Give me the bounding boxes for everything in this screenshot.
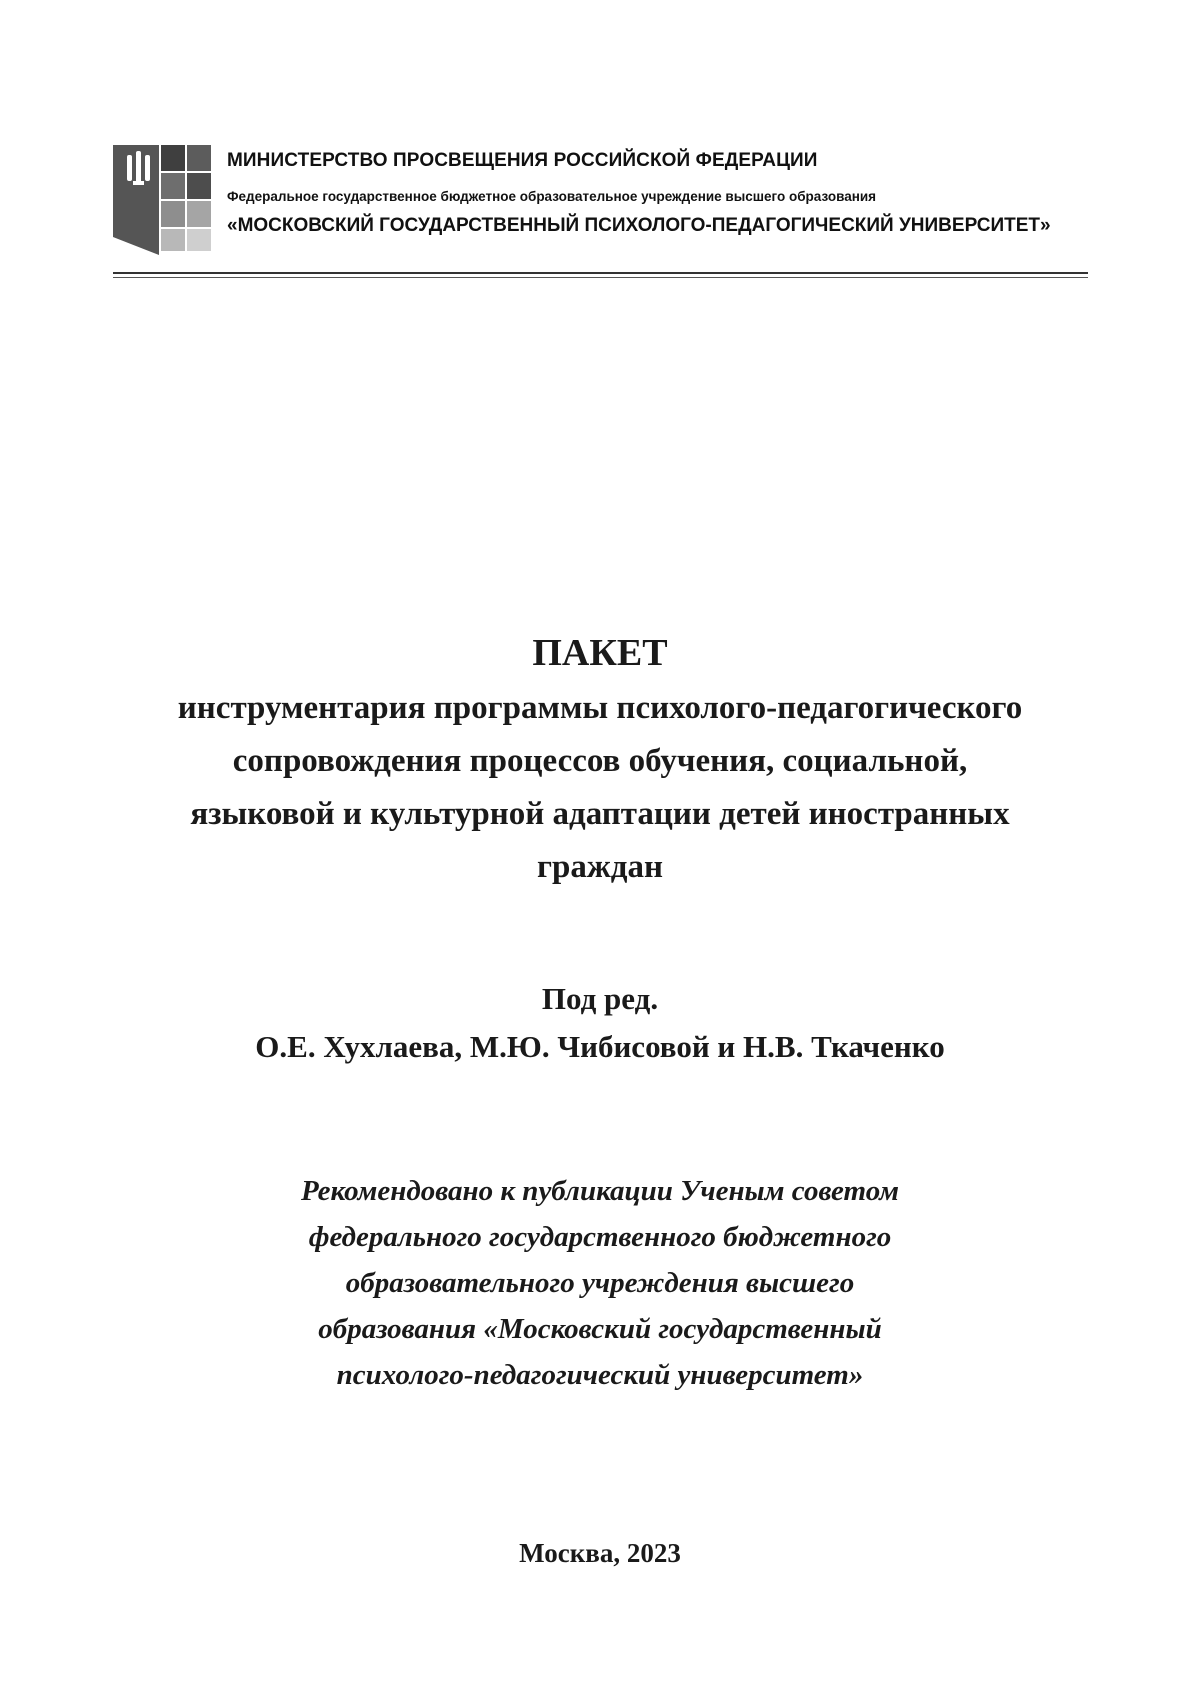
recommendation-line: образования «Московский государственный [318,1313,882,1345]
recommendation-line: Рекомендовано к публикации Ученым советом [301,1175,899,1207]
editors-names: О.Е. Хухлаева, М.Ю. Чибисовой и Н.В. Ткаченко [255,1029,945,1064]
subtitle-line: граждан [537,849,663,885]
publication-recommendation [60,1168,1140,1398]
header-divider-thick [113,272,1088,274]
letterhead [113,145,1088,255]
institution-type: Федеральное государственное бюджетное образовательное учреждение высшего образования [227,189,877,204]
subtitle-line: языковой и культурной адаптации детей иностранных [190,796,1010,832]
place-and-year: Москва, 2023 [519,1538,681,1568]
recommendation-line: психолого-педагогический университет» [336,1359,864,1391]
recommendation-line: образовательного учреждения высшего [345,1267,855,1299]
subtitle-line: сопровождения процессов обучения, социальной, [232,743,968,779]
university-logo-icon [113,145,211,255]
document-title: ПАКЕТ [532,632,668,674]
university-name: «МОСКОВСКИЙ ГОСУДАРСТВЕННЫЙ ПСИХОЛОГО-ПЕДАГОГИЧЕСКИЙ УНИВЕРСИТЕТ» [227,215,1051,236]
ministry-name: МИНИСТЕРСТВО ПРОСВЕЩЕНИЯ РОССИЙСКОЙ ФЕДЕРАЦИИ [227,150,818,171]
header-divider-thin [113,277,1088,278]
editors-label: Под ред. [541,981,659,1016]
subtitle-line: инструментария программы психолого-педагогического [177,690,1023,726]
document-subtitle [60,682,1140,894]
recommendation-line: федерального государственного бюджетного [308,1221,892,1253]
